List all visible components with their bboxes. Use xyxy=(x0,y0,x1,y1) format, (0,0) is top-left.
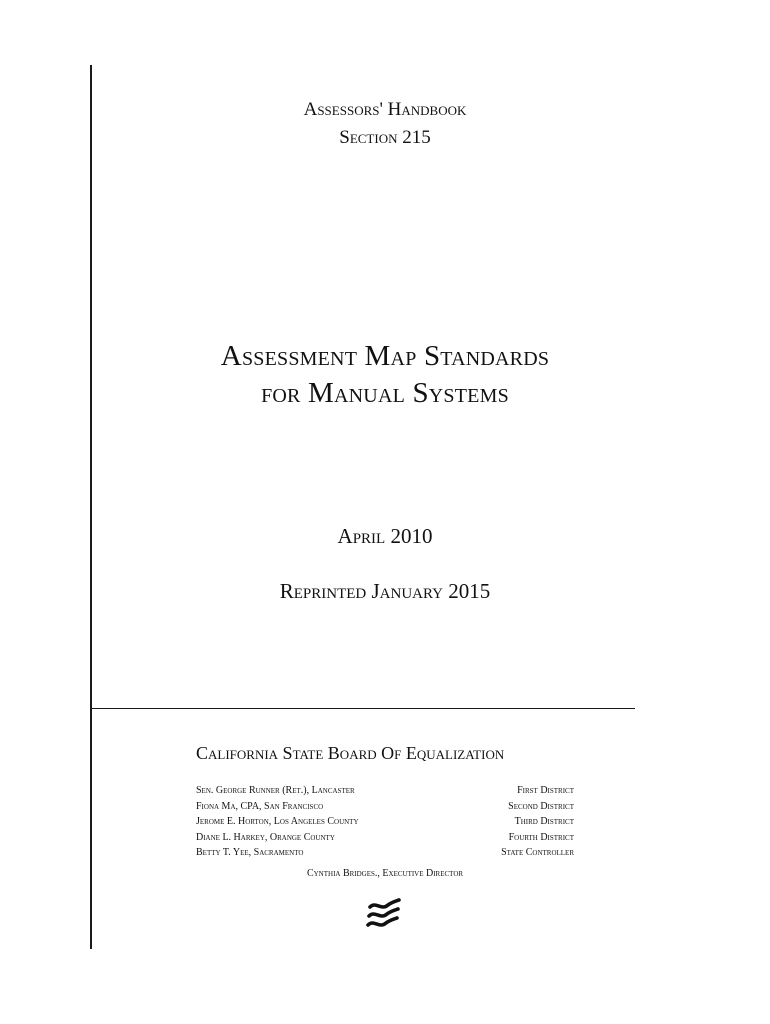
member-row xyxy=(196,783,574,799)
member-name: Fiona Ma, CPA, San Francisco xyxy=(196,800,324,812)
board-members xyxy=(196,783,574,861)
reprint-date: Reprinted January 2015 xyxy=(279,579,491,603)
vertical-rule xyxy=(90,65,92,949)
member-name: Jerome E. Horton, Los Angeles County xyxy=(196,816,359,828)
member-row xyxy=(196,814,574,830)
board-heading: California State Board Of Equalization xyxy=(196,743,505,763)
boe-waves-logo-icon xyxy=(366,896,402,932)
document-title xyxy=(90,338,680,412)
publication-date: April 2010 xyxy=(337,524,433,548)
member-name: Sen. George Runner (Ret.), Lancaster xyxy=(196,785,355,796)
handbook-section: Section 215 xyxy=(339,127,431,148)
member-district: First District xyxy=(517,785,574,796)
member-district: Second District xyxy=(508,800,574,812)
handbook-title: Assessors' Handbook xyxy=(303,99,467,120)
horizontal-rule xyxy=(90,708,635,709)
member-district: Third District xyxy=(514,816,574,828)
member-name: Betty T. Yee, Sacramento xyxy=(196,847,304,859)
title-line-2: for Manual Systems xyxy=(261,377,509,409)
member-name: Diane L. Harkey, Orange County xyxy=(196,831,335,843)
member-row xyxy=(196,830,574,846)
member-row xyxy=(196,799,574,815)
member-district: Fourth District xyxy=(508,831,574,843)
executive-director: Cynthia Bridges., Executive Director xyxy=(306,868,464,879)
handbook-heading xyxy=(90,96,680,152)
title-line-1: Assessment Map Standards xyxy=(220,340,550,372)
member-row xyxy=(196,845,574,861)
member-district: State Controller xyxy=(501,847,574,859)
